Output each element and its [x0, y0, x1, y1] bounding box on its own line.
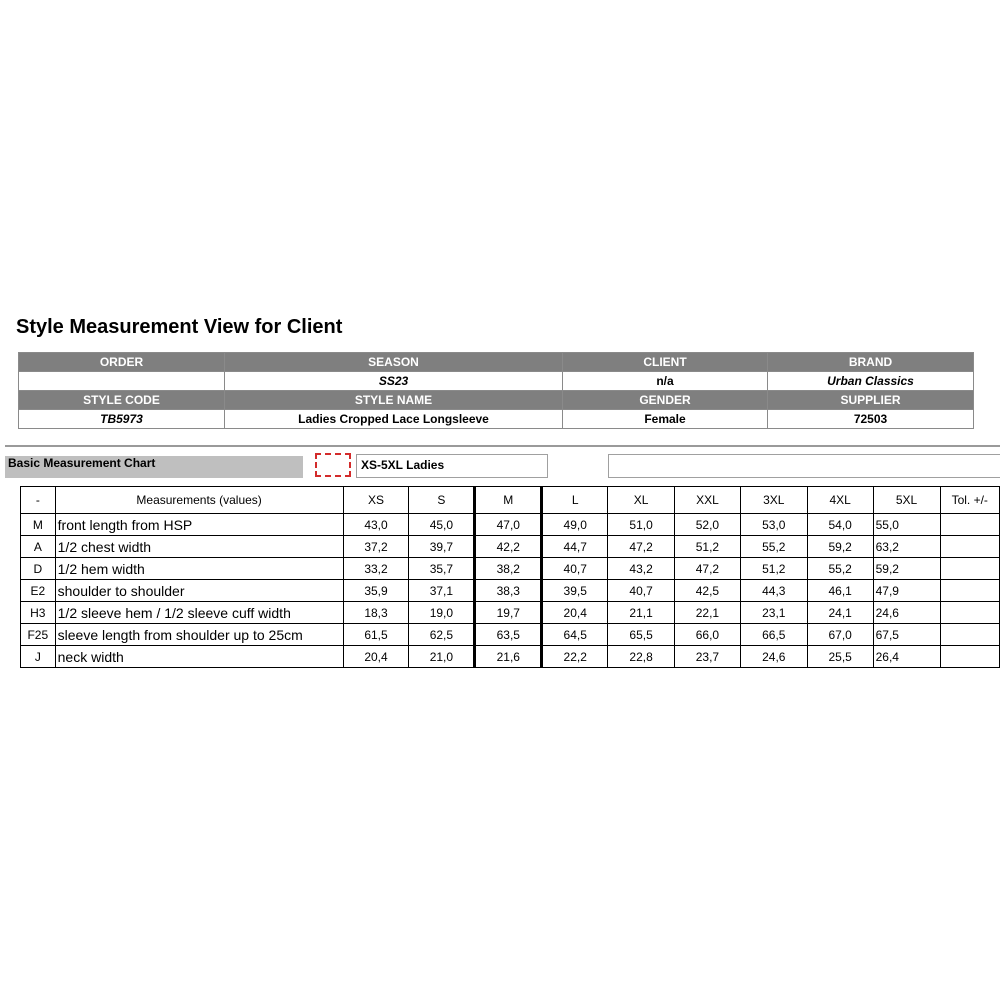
measurement-value: 37,2	[343, 536, 409, 558]
section-divider	[5, 445, 1000, 447]
measurement-value: 47,9	[873, 580, 940, 602]
measurement-value: 47,2	[608, 536, 675, 558]
size-range-field: XS-5XL Ladies	[356, 454, 548, 478]
measurement-value: 33,2	[343, 558, 409, 580]
measurement-code: E2	[21, 580, 56, 602]
info-header-row-2	[19, 391, 974, 410]
measurement-value: 54,0	[807, 514, 873, 536]
measurement-value: 44,7	[542, 536, 608, 558]
measurement-value: 22,8	[608, 646, 675, 668]
measurement-value: 25,5	[807, 646, 873, 668]
measurement-value: 24,1	[807, 602, 873, 624]
measurement-value: 42,2	[475, 536, 542, 558]
measurement-value: 24,6	[873, 602, 940, 624]
tolerance-value	[940, 558, 1000, 580]
client-value: n/a	[563, 372, 768, 391]
measurement-value: 55,2	[740, 536, 807, 558]
notes-field	[608, 454, 1000, 478]
column-header: XL	[608, 487, 675, 514]
measurement-value: 47,0	[475, 514, 542, 536]
measurement-value: 66,0	[675, 624, 741, 646]
info-header-row-1	[19, 353, 974, 372]
info-value-row-1	[19, 372, 974, 391]
measurement-value: 21,6	[475, 646, 542, 668]
column-header: M	[475, 487, 542, 514]
measurement-value: 63,5	[475, 624, 542, 646]
measurement-code: A	[21, 536, 56, 558]
order-value	[19, 372, 225, 391]
column-header: L	[542, 487, 608, 514]
measurement-name: 1/2 sleeve hem / 1/2 sleeve cuff width	[55, 602, 343, 624]
measurement-value: 35,9	[343, 580, 409, 602]
tolerance-value	[940, 536, 1000, 558]
column-header: S	[409, 487, 475, 514]
measurement-value: 23,1	[740, 602, 807, 624]
style-name-label: STYLE NAME	[225, 391, 563, 410]
gender-label: GENDER	[563, 391, 768, 410]
column-header: Tol. +/-	[940, 487, 1000, 514]
tolerance-value	[940, 602, 1000, 624]
measurement-value: 55,2	[807, 558, 873, 580]
measurement-value: 67,5	[873, 624, 940, 646]
column-header: XXL	[675, 487, 741, 514]
measurement-value: 26,4	[873, 646, 940, 668]
brand-value: Urban Classics	[768, 372, 974, 391]
column-header: XS	[343, 487, 409, 514]
measurement-row	[21, 536, 1000, 558]
measurement-value: 24,6	[740, 646, 807, 668]
measurement-value: 38,3	[475, 580, 542, 602]
tolerance-value	[940, 514, 1000, 536]
measurement-value: 38,2	[475, 558, 542, 580]
tolerance-value	[940, 580, 1000, 602]
style-info-table	[18, 352, 974, 429]
page-title: Style Measurement View for Client	[16, 316, 343, 338]
measurement-name: neck width	[55, 646, 343, 668]
season-value: SS23	[225, 372, 563, 391]
measurement-value: 61,5	[343, 624, 409, 646]
measurement-value: 45,0	[409, 514, 475, 536]
column-header: Measurements (values)	[55, 487, 343, 514]
measurement-value: 22,1	[675, 602, 741, 624]
tolerance-value	[940, 624, 1000, 646]
measurement-value: 22,2	[542, 646, 608, 668]
measurement-row	[21, 624, 1000, 646]
supplier-value: 72503	[768, 410, 974, 429]
measurement-value: 66,5	[740, 624, 807, 646]
measurement-row	[21, 580, 1000, 602]
measurement-name: sleeve length from shoulder up to 25cm	[55, 624, 343, 646]
measurement-value: 59,2	[873, 558, 940, 580]
brand-label: BRAND	[768, 353, 974, 372]
measurement-table	[20, 486, 1000, 668]
measurement-value: 55,0	[873, 514, 940, 536]
measurement-value: 49,0	[542, 514, 608, 536]
measurement-value: 40,7	[608, 580, 675, 602]
measurement-value: 40,7	[542, 558, 608, 580]
measurement-value: 39,5	[542, 580, 608, 602]
measurement-value: 53,0	[740, 514, 807, 536]
tolerance-value	[940, 646, 1000, 668]
measurement-value: 59,2	[807, 536, 873, 558]
column-header: -	[21, 487, 56, 514]
supplier-label: SUPPLIER	[768, 391, 974, 410]
measurement-value: 20,4	[343, 646, 409, 668]
measurement-code: H3	[21, 602, 56, 624]
size-range-marker	[315, 453, 351, 477]
style-name-value: Ladies Cropped Lace Longsleeve	[225, 410, 563, 429]
measurement-value: 44,3	[740, 580, 807, 602]
measurement-header-row	[21, 487, 1000, 514]
gender-value: Female	[563, 410, 768, 429]
measurement-name: 1/2 chest width	[55, 536, 343, 558]
measurement-value: 19,0	[409, 602, 475, 624]
measurement-code: D	[21, 558, 56, 580]
measurement-value: 21,0	[409, 646, 475, 668]
column-header: 5XL	[873, 487, 940, 514]
measurement-value: 51,0	[608, 514, 675, 536]
measurement-value: 43,2	[608, 558, 675, 580]
order-label: ORDER	[19, 353, 225, 372]
measurement-value: 37,1	[409, 580, 475, 602]
info-value-row-2	[19, 410, 974, 429]
measurement-value: 65,5	[608, 624, 675, 646]
measurement-value: 39,7	[409, 536, 475, 558]
measurement-value: 52,0	[675, 514, 741, 536]
measurement-name: 1/2 hem width	[55, 558, 343, 580]
client-label: CLIENT	[563, 353, 768, 372]
measurement-code: M	[21, 514, 56, 536]
measurement-value: 18,3	[343, 602, 409, 624]
measurement-value: 51,2	[740, 558, 807, 580]
measurement-name: shoulder to shoulder	[55, 580, 343, 602]
measurement-name: front length from HSP	[55, 514, 343, 536]
measurement-row	[21, 602, 1000, 624]
measurement-value: 47,2	[675, 558, 741, 580]
measurement-value: 67,0	[807, 624, 873, 646]
chart-title: Basic Measurement Chart	[5, 456, 303, 478]
measurement-row	[21, 558, 1000, 580]
measurement-code: J	[21, 646, 56, 668]
measurement-value: 20,4	[542, 602, 608, 624]
column-header: 4XL	[807, 487, 873, 514]
season-label: SEASON	[225, 353, 563, 372]
style-code-label: STYLE CODE	[19, 391, 225, 410]
measurement-value: 19,7	[475, 602, 542, 624]
measurement-value: 51,2	[675, 536, 741, 558]
measurement-value: 62,5	[409, 624, 475, 646]
style-code-value: TB5973	[19, 410, 225, 429]
measurement-value: 23,7	[675, 646, 741, 668]
measurement-value: 46,1	[807, 580, 873, 602]
measurement-value: 63,2	[873, 536, 940, 558]
measurement-row	[21, 646, 1000, 668]
measurement-value: 43,0	[343, 514, 409, 536]
measurement-row	[21, 514, 1000, 536]
column-header: 3XL	[740, 487, 807, 514]
measurement-value: 64,5	[542, 624, 608, 646]
measurement-code: F25	[21, 624, 56, 646]
measurement-value: 21,1	[608, 602, 675, 624]
measurement-value: 35,7	[409, 558, 475, 580]
measurement-value: 42,5	[675, 580, 741, 602]
